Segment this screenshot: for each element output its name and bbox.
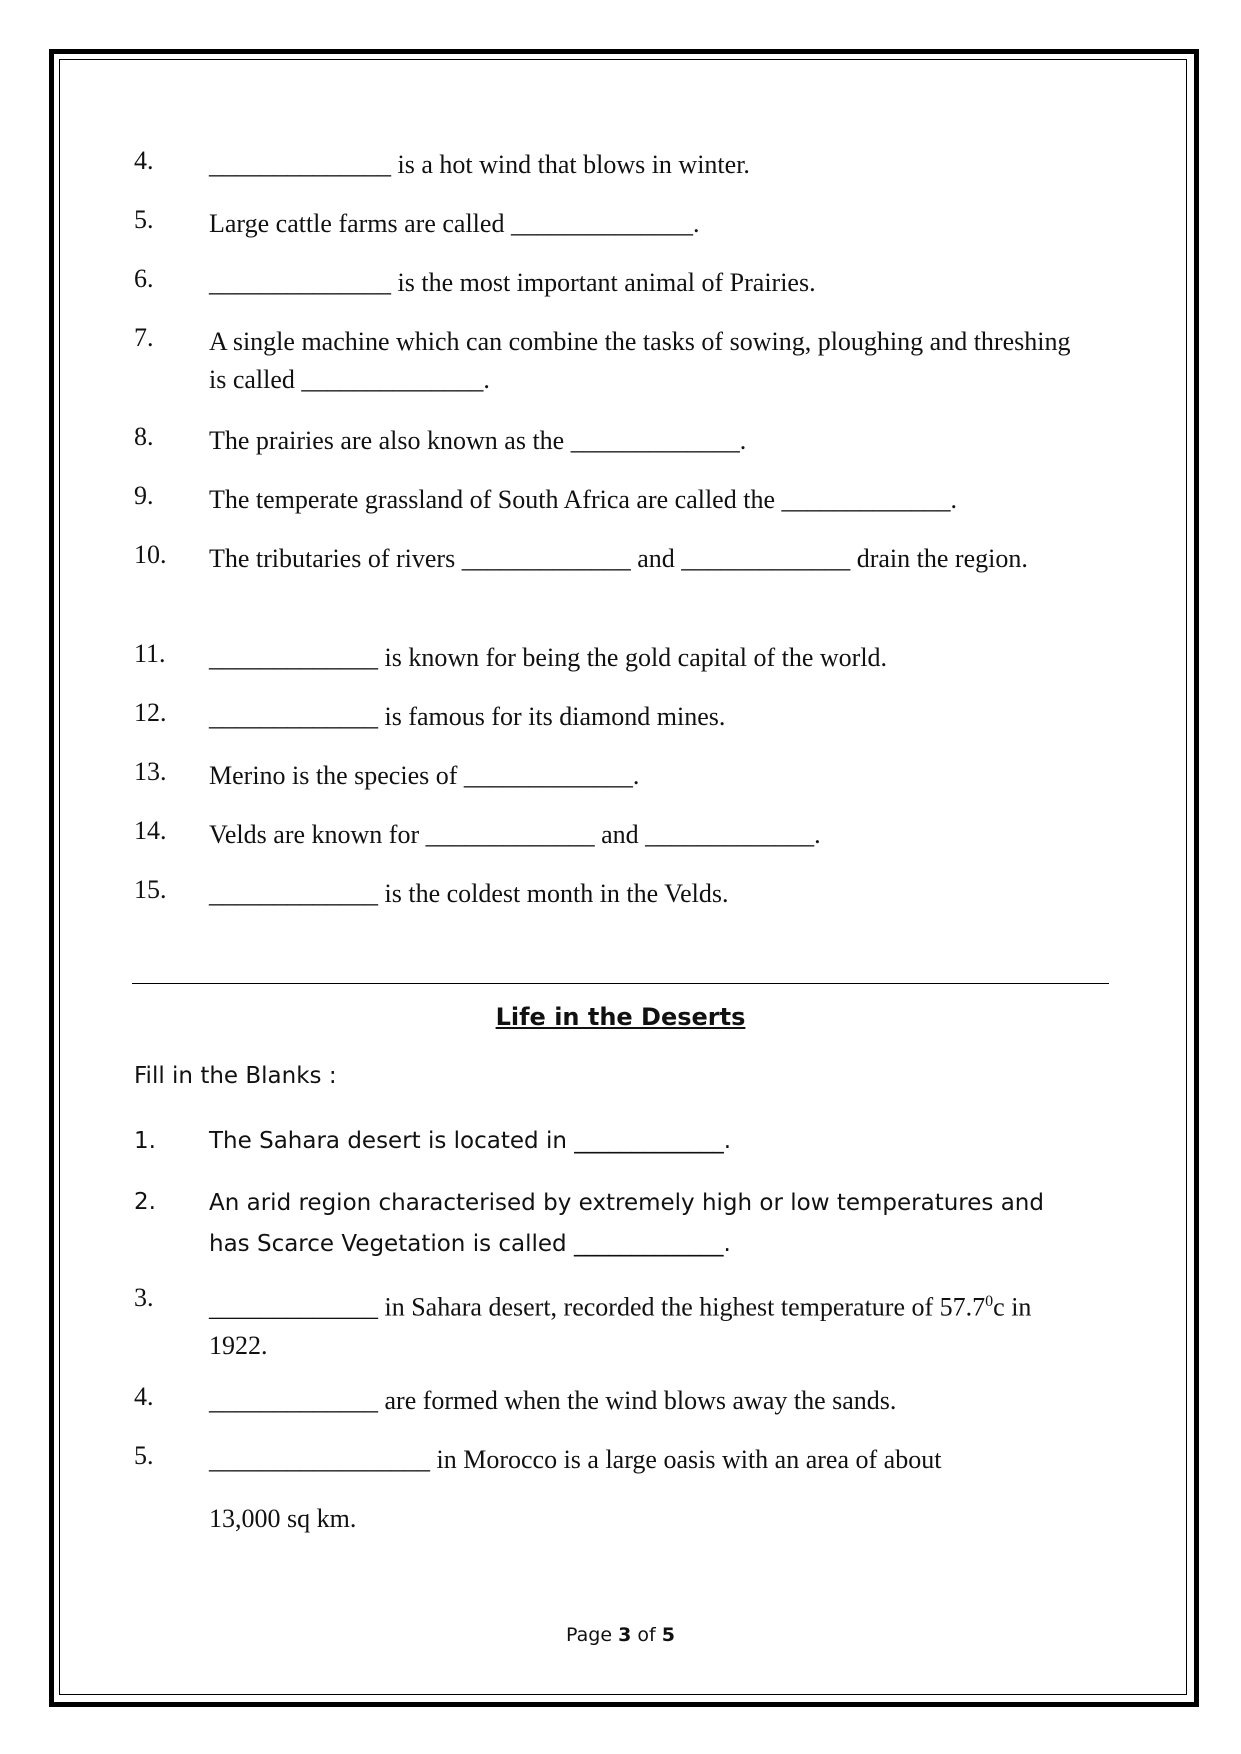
question-number: 9.: [134, 481, 154, 510]
page-number: 3: [618, 1624, 632, 1646]
question-number: 12.: [134, 698, 167, 727]
question-number: 3.: [134, 1283, 154, 1312]
question-number: 13.: [134, 757, 167, 786]
question-number: 14.: [134, 816, 167, 845]
question-number: 11.: [134, 639, 166, 668]
question-number: 4.: [134, 1382, 154, 1411]
question-text-before: _____________ in Sahara desert, recorded the highest temperature of 57.7: [209, 1292, 986, 1322]
question-text: ______________ is a hot wind that blows in winter.: [209, 150, 750, 179]
question-text: A single machine which can combine the tasks of sowing, ploughing and threshing is called ______________.: [209, 327, 1071, 394]
page-footer: [0, 1624, 1241, 1646]
question-5-continuation: 13,000 sq km.: [209, 1504, 357, 1533]
question-text: Velds are known for _____________ and _____________.: [209, 820, 821, 849]
total-pages: 5: [661, 1624, 675, 1646]
question-text: The prairies are also known as the _____________.: [209, 426, 747, 455]
question-number: 7.: [134, 323, 154, 352]
question-text: Merino is the species of _____________.: [209, 761, 640, 790]
question-number: 10.: [134, 540, 167, 569]
question-number: 5.: [134, 1441, 154, 1470]
question-text: An arid region characterised by extremely high or low temperatures and has Scarce Vegetation is called _____________.: [209, 1190, 1044, 1257]
question-number: 15.: [134, 875, 167, 904]
question-text: _____________ is famous for its diamond mines.: [209, 702, 726, 731]
question-text: _____________ is known for being the gold capital of the world.: [209, 643, 888, 672]
question-text: The temperate grassland of South Africa are called the _____________.: [209, 485, 957, 514]
question-number: 8.: [134, 422, 154, 451]
section-divider: [132, 983, 1109, 984]
question-text: Large cattle farms are called ______________.: [209, 209, 700, 238]
question-number: 1.: [134, 1128, 156, 1154]
question-text: _____________ is the coldest month in the Velds.: [209, 879, 729, 908]
page-label: Page: [566, 1624, 613, 1646]
question-text: The tributaries of rivers _____________ and _____________ drain the region.: [209, 544, 1028, 573]
question-text: [209, 1283, 1089, 1365]
of-label: of: [637, 1624, 656, 1646]
question-number: 5.: [134, 205, 154, 234]
question-text: The Sahara desert is located in _____________.: [209, 1128, 732, 1154]
question-text: _________________ in Morocco is a large oasis with an area of about: [209, 1445, 942, 1474]
question-text: _____________ are formed when the wind blows away the sands.: [209, 1386, 897, 1415]
superscript-degree: 0: [985, 1293, 994, 1310]
question-number: 6.: [134, 264, 154, 293]
question-text: ______________ is the most important animal of Prairies.: [209, 268, 816, 297]
question-number: 4.: [134, 146, 154, 175]
section-heading: Life in the Deserts: [495, 1003, 746, 1031]
question-number: 2.: [134, 1189, 156, 1215]
instructions-label: Fill in the Blanks :: [134, 1063, 337, 1089]
question-text-after: c in 1922.: [209, 1292, 1032, 1360]
